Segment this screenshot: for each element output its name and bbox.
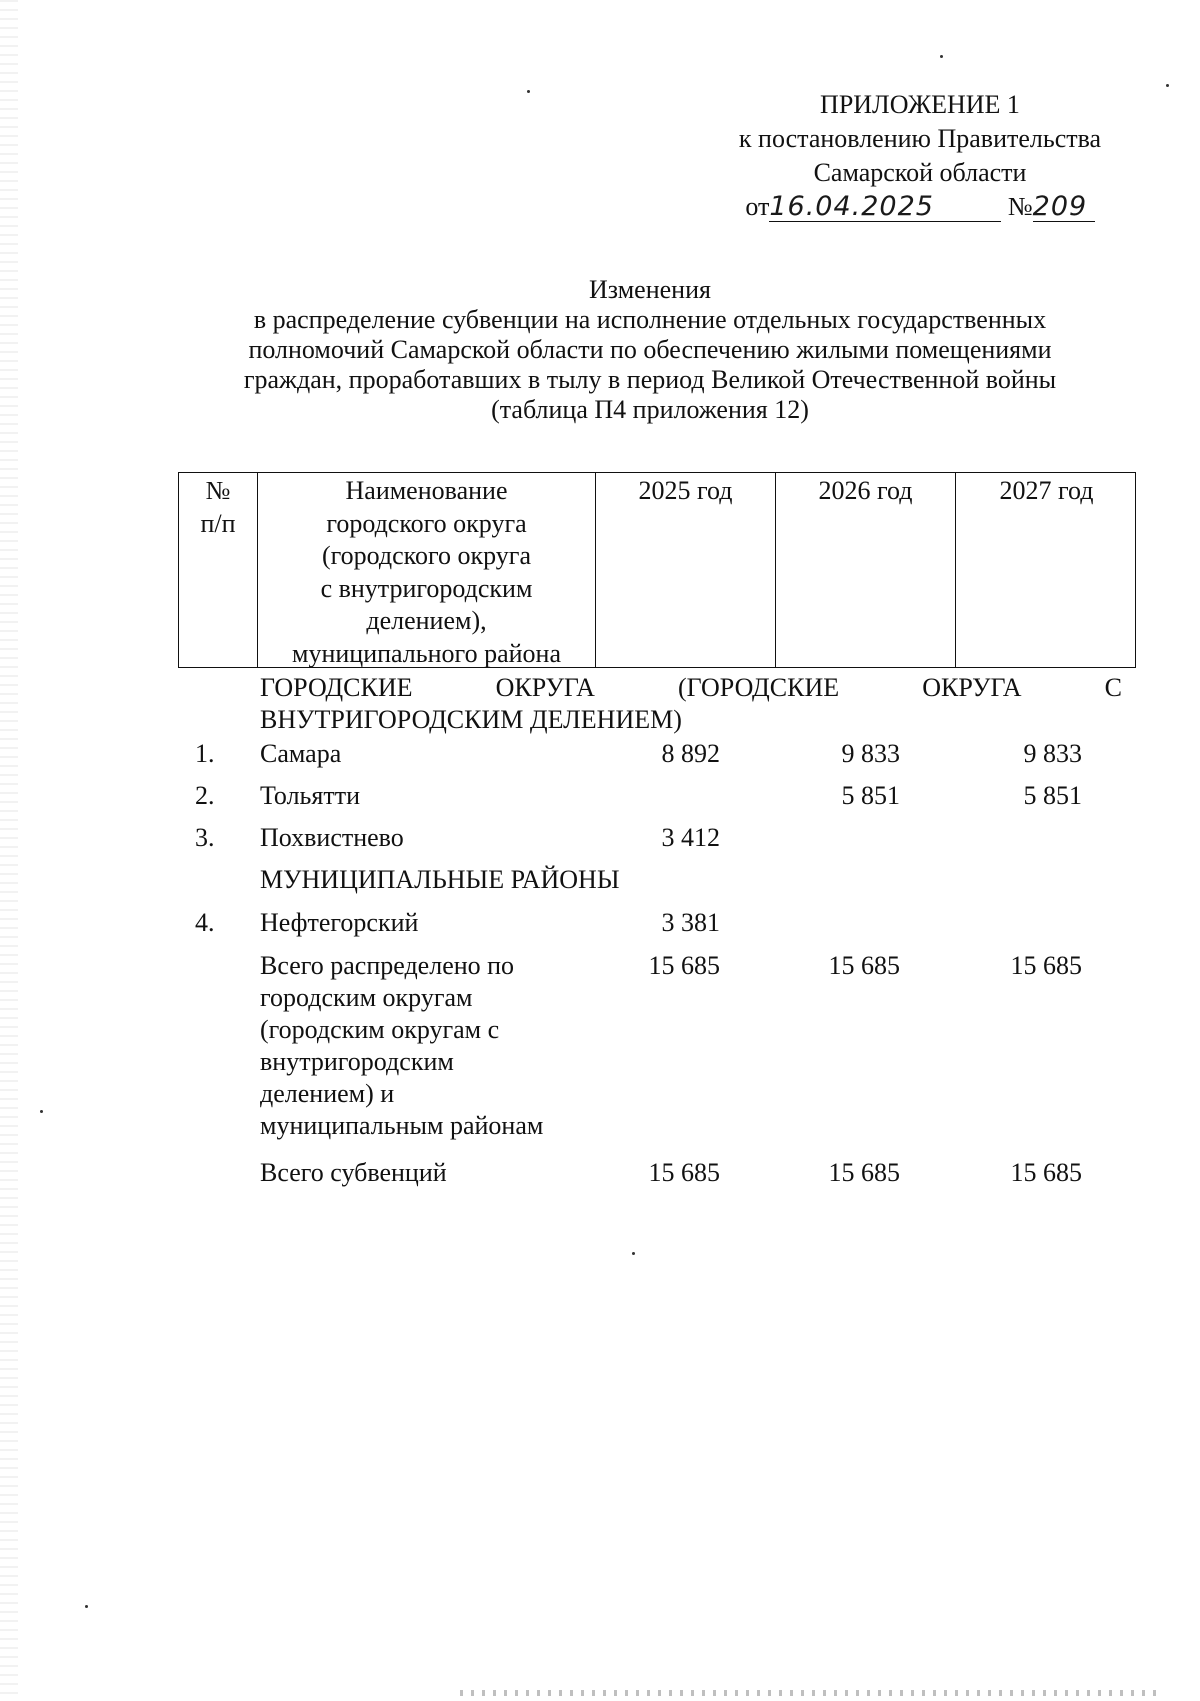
header-name-line: с внутригородским: [320, 573, 533, 603]
header-number-line-2: п/п: [200, 508, 236, 538]
title-line-4: (таблица П4 приложения 12): [491, 395, 809, 424]
section-word: (ГОРОДСКИЕ: [677, 673, 840, 702]
row-value-2025: 3 381: [661, 908, 720, 937]
section-word: ГОРОДСКИЕ: [260, 673, 413, 702]
scan-speck: [527, 90, 530, 93]
total-subventions-2025: 15 685: [648, 1158, 720, 1187]
appendix-line-1: к постановлению Правительства: [738, 124, 1102, 153]
row-value-2027: 9 833: [1023, 739, 1082, 768]
table-header: [178, 472, 1136, 668]
row-name: Нефтегорский: [260, 908, 419, 937]
appendix-title: ПРИЛОЖЕНИЕ 1: [820, 90, 1020, 119]
total-distributed-label: [260, 950, 580, 1142]
row-value-2026: 5 851: [841, 781, 900, 810]
title-heading: Изменения: [589, 275, 711, 304]
header-year-2025: 2025 год: [595, 473, 775, 667]
number-label: №: [1007, 192, 1033, 221]
row-name: Тольятти: [260, 781, 361, 810]
total-distributed-line: муниципальным районам: [260, 1111, 544, 1140]
section-municipal-districts: МУНИЦИПАЛЬНЫЕ РАЙОНЫ: [260, 865, 620, 894]
row-number: 3.: [195, 823, 215, 852]
section-word: ОКРУГА: [922, 673, 1022, 702]
document-title: [150, 275, 1150, 425]
from-label: от: [745, 192, 770, 221]
section-city-districts-line-1: [260, 672, 1122, 704]
header-year-2027: 2027 год: [955, 473, 1137, 667]
scan-speck: [85, 1605, 88, 1608]
row-number: 1.: [195, 739, 215, 768]
title-line-1: в распределение субвенции на исполнение отдельных государственных: [253, 305, 1047, 334]
total-distributed-2025: 15 685: [648, 951, 720, 980]
header-name-line: (городского округа: [321, 541, 531, 570]
section-word: С: [1104, 673, 1122, 702]
total-distributed-2026: 15 685: [828, 951, 900, 980]
header-name-line: муниципального района: [292, 638, 561, 668]
row-number: 4.: [195, 908, 215, 937]
total-subventions-2027: 15 685: [1010, 1158, 1082, 1187]
header-name-line: Наименование: [345, 476, 508, 505]
header-year-2026: 2026 год: [775, 473, 955, 667]
scan-edge-noise: [0, 0, 18, 1701]
header-name-line: делением),: [366, 606, 487, 635]
title-line-2: полномочий Самарской области по обеспечению жилыми помещениями: [248, 335, 1052, 364]
appendix-date-line: [700, 190, 1140, 224]
section-city-districts-line-2: ВНУТРИГОРОДСКИМ ДЕЛЕНИЕМ): [260, 705, 682, 734]
total-distributed-line: внутригородским: [260, 1047, 454, 1076]
scan-speck: [40, 1110, 43, 1113]
row-value-2025: 8 892: [661, 739, 720, 768]
title-line-3: граждан, проработавших в тылу в период Великой Отечественной войны: [243, 365, 1057, 394]
total-distributed-line: делением) и: [260, 1079, 395, 1108]
appendix-block: [700, 88, 1140, 224]
scan-speck: [940, 55, 943, 58]
row-value-2027: 5 851: [1023, 781, 1082, 810]
section-city-districts: [260, 672, 1122, 736]
row-number: 2.: [195, 781, 215, 810]
scan-speck: [1166, 84, 1169, 87]
row-name: Самара: [260, 739, 342, 768]
section-word: ОКРУГА: [495, 673, 595, 702]
header-number: [179, 473, 257, 667]
row-value-2025: 3 412: [661, 823, 720, 852]
total-subventions-label: Всего субвенций: [260, 1158, 447, 1187]
row-name: Похвистнево: [260, 823, 404, 852]
header-name: [257, 473, 595, 667]
scan-bottom-noise: [460, 1690, 1160, 1696]
total-distributed-2027: 15 685: [1010, 951, 1082, 980]
scan-speck: [632, 1252, 635, 1255]
header-name-line: городского округа: [326, 508, 527, 538]
handwritten-date: 16.04.2025: [769, 193, 1001, 222]
total-subventions-2026: 15 685: [828, 1158, 900, 1187]
total-distributed-line: Всего распределено по: [260, 951, 515, 980]
row-value-2026: 9 833: [841, 739, 900, 768]
total-distributed-line: (городским округам с: [260, 1015, 500, 1044]
handwritten-number: 209: [1033, 193, 1095, 222]
header-number-line-1: №: [205, 476, 231, 505]
appendix-line-2: Самарской области: [813, 158, 1027, 187]
total-distributed-line: городским округам: [260, 983, 473, 1012]
